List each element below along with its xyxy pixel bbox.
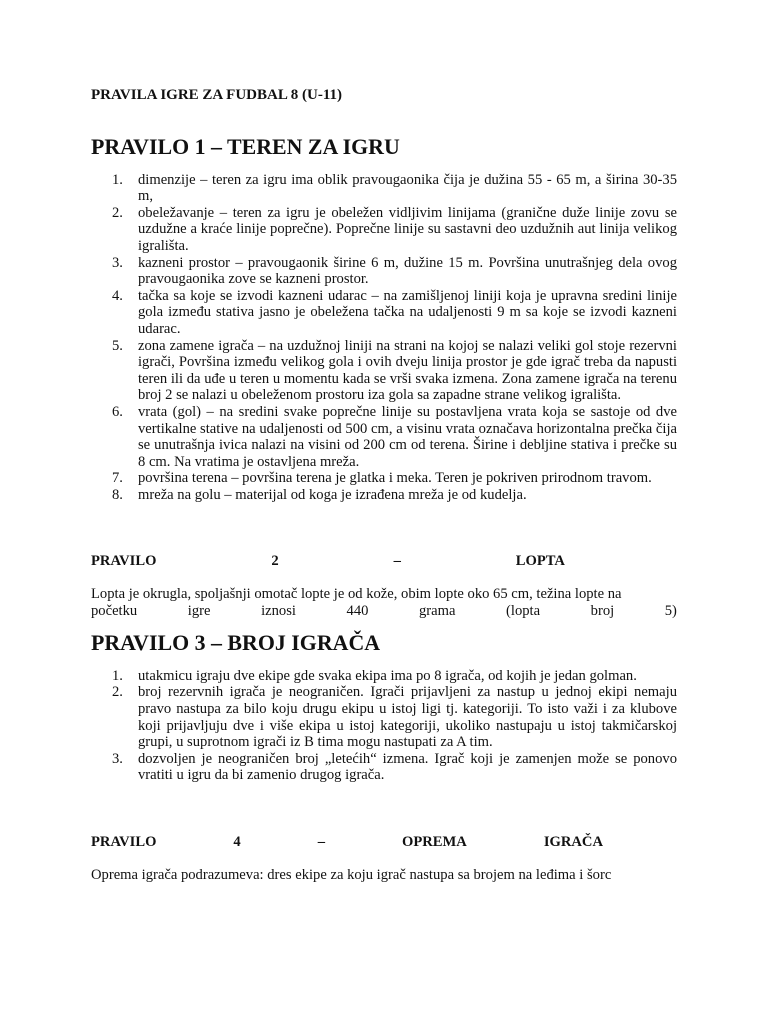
rule-4-paragraph-line-1: Oprema igrača podrazumeva: dres ekipe za koju igrač nastupa sa brojem na leđima i šorc	[91, 866, 612, 883]
list-number: 3.	[112, 750, 123, 767]
paragraph-word: 440	[346, 602, 369, 619]
list-item	[91, 487, 677, 504]
list-item	[91, 255, 677, 288]
list-number: 7.	[112, 470, 123, 487]
paragraph-word: (lopta	[506, 602, 541, 619]
list-item	[91, 288, 677, 338]
document-title: PRAVILA IGRE ZA FUDBAL 8 (U-11)	[91, 87, 343, 103]
list-item-text: utakmicu igraju dve ekipe gde svaka ekipa ima po 8 igrača, od kojih je jedan golman.	[138, 667, 637, 684]
list-item-text: kazneni prostor – pravougaonik širine 6 m, dužine 15 m. Površina unutrašnjeg dela ovog pravougaonika zove se kazneni prostor.	[138, 254, 677, 288]
list-item-text: broj rezervnih igrača je neograničen. Igrači prijavljeni za nastup u jednoj ekipi nemaju pravo nastupa za bilo koju drugu ekipu u istoj ligi tj. kategoriji. To isto važi i za klubove koji prijavljuju dve i više ekipa u istoj kategoriji, ukoliko nastupaju u istoj takmičarskoj grupi, u suprotnom igrači iz B tima mogu nastupati za A tim.	[138, 684, 677, 751]
heading-word: LOPTA	[515, 553, 565, 570]
list-number: 6.	[112, 403, 123, 420]
list-number: 8.	[112, 486, 123, 503]
list-item	[91, 205, 677, 255]
document-page	[91, 87, 677, 883]
list-number: 5.	[112, 337, 123, 354]
paragraph-word: grama	[418, 602, 456, 619]
list-item-text: obeležavanje – teren za igru je obeležen vidljivim linijama (granične duže linije zovu se uzdužne a kraće linije poprečne). Poprečne linije su sastavni deo uzdužnih aut linija velikog igrališta.	[138, 204, 677, 254]
rule-2-paragraph-line-2	[91, 603, 677, 620]
paragraph-word: igre	[187, 602, 211, 619]
list-number: 2.	[112, 204, 123, 221]
list-number: 4.	[112, 287, 123, 304]
heading-word: –	[317, 834, 325, 850]
rule-2-paragraph-line-1: Lopta je okrugla, spoljašnji omotač lopte je od kože, obim lopte oko 65 cm, težina lopte na	[91, 586, 622, 603]
list-item-text: tačka sa koje se izvodi kazneni udarac – na zamišljenoj liniji koja je upravna sredini linije gola između stativa jasno je obeležena tačka na udaljenosti 9 m sa koje se izvodi kazneni udarac.	[138, 287, 677, 337]
paragraph-word: početku	[91, 602, 138, 619]
list-item-text: vrata (gol) – na sredini svake poprečne linije su postavljena vrata koja se sastoje od dve vertikalne stative na udaljenosti od 500 cm, a visinu vrata označava horizontalna prečka čija se unutrašnja ivica nalazi na visini od 200 cm od terena. Širine i debljine stativa i prečke su 8 cm. Na vratima je ostavljena mreža.	[138, 403, 677, 470]
list-item	[91, 668, 677, 685]
heading-word: 2	[271, 553, 279, 570]
rule-2-heading	[91, 553, 677, 570]
rule-4-heading	[91, 834, 677, 851]
rule-1-list	[91, 172, 677, 504]
rule-1-heading: PRAVILO 1 – TEREN ZA IGRU	[91, 134, 400, 159]
list-number: 2.	[112, 684, 123, 701]
paragraph-word: broj	[590, 602, 615, 619]
rule-3-list	[91, 668, 677, 784]
heading-word: PRAVILO	[91, 553, 157, 570]
list-number: 3.	[112, 254, 123, 271]
paragraph-word: 5)	[664, 602, 677, 619]
heading-word: PRAVILO	[91, 834, 157, 850]
list-item	[91, 172, 677, 205]
heading-word: 4	[233, 834, 241, 850]
rule-3-heading: PRAVILO 3 – BROJ IGRAČA	[91, 630, 381, 656]
heading-word: IGRAČA	[543, 834, 603, 850]
paragraph-word: iznosi	[261, 602, 296, 619]
heading-word: –	[393, 553, 401, 570]
list-item-text: zona zamene igrača – na uzdužnoj liniji na strani na kojoj se nalazi veliki gol stoje rezervni igrači, Površina između velikog gola i ovih dveju linija prostor je gde igrač treba da napusti teren ili da uđe u teren u momentu kada se vrši svaka izmena. Zona zamene igrača na terenu broj 2 se nalazi u obeleženom prostoru iza gola sa zapadne strane velikog igrališta.	[138, 337, 677, 404]
list-item	[91, 404, 677, 470]
heading-word: OPREMA	[401, 834, 467, 850]
list-number: 1.	[112, 667, 123, 684]
list-item-text: dozvoljen je neograničen broj „letećih“ izmena. Igrač koji je zamenjen može se ponovo vratiti u igru da bi zamenio drugog igrača.	[138, 750, 677, 784]
list-item-text: mreža na golu – materijal od koga je izrađena mreža je od kudelja.	[138, 486, 527, 503]
list-number: 1.	[112, 171, 123, 188]
list-item	[91, 470, 677, 487]
list-item-text: dimenzije – teren za igru ima oblik pravougaonika čija je dužina 55 - 65 m, a širina 30-35 m,	[138, 171, 677, 205]
list-item-text: površina terena – površina terena je glatka i meka. Teren je pokriven prirodnom travom.	[138, 470, 652, 487]
list-item	[91, 338, 677, 404]
list-item	[91, 684, 677, 750]
list-item	[91, 751, 677, 784]
